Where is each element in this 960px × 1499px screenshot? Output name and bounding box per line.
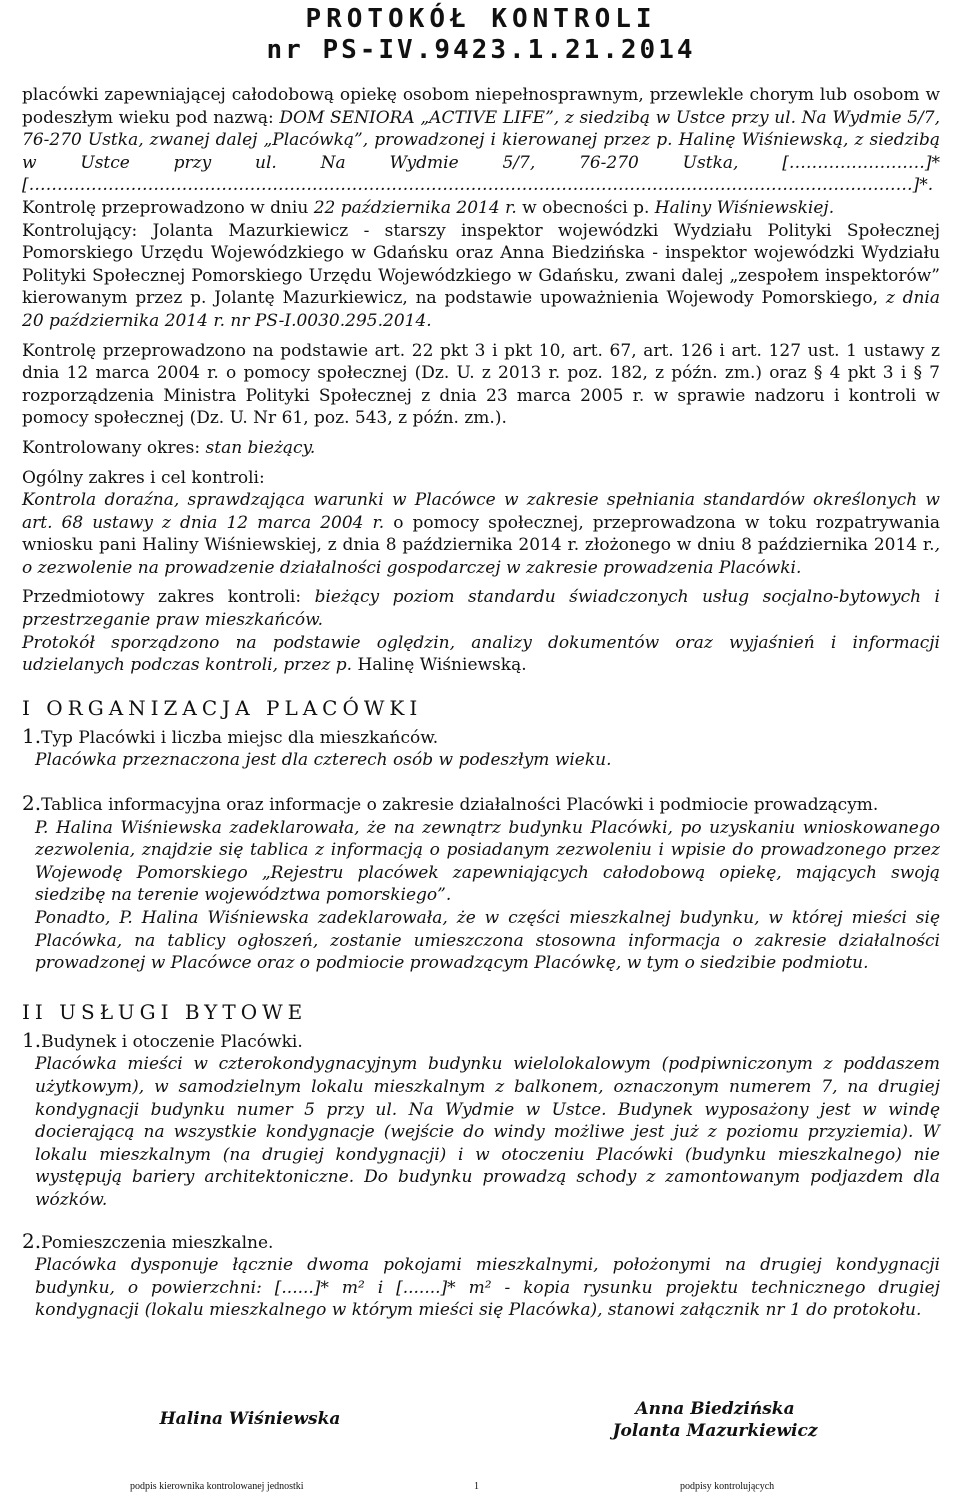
control-presence-person: Haliny Wiśniewskiej. [654, 197, 835, 218]
scope-text-c: , o zezwolenie na prowadzenie działalności gospodarczej w zakresie prowadzenia Placówki. [22, 535, 940, 578]
section-2-item-2 [22, 1230, 940, 1255]
protocol-title: PROTOKÓŁ KONTROLI [305, 4, 657, 34]
section-2-item-2-text: Placówka dysponuje łącznie dwoma pokojami mieszkalnymi, położonymi na drugiej kondygnacji budynku, o powierzchni: [......]* m² i [.......]* m² - kopia rysunku projektu technicznego drugiej kondygnacji (lokalu mieszkalnego w którym mieści się Placówka), stanowi załącznik nr 1 do protokołu. [35, 1255, 940, 1321]
controllers-paragraph [22, 220, 940, 333]
signature-controller-1: Anna Biedzińska [635, 1399, 795, 1419]
protocol-note-paragraph [22, 632, 940, 677]
section-2-item-1-text: Placówka mieści w czterokondygnacyjnym budynku wielolokalowym (podpiwniczonym z poddaszem użytkowym), w samodzielnym lokalu mieszkalnym z balkonem, oznaczonym numerem 7, na drugiej kondygnacji budynku numer 5 przy ul. Na Wydmie w Ustce. Budynek wyposażony jest w windę docierającą na wszystkie kondygnacje (wejście do windy możliwe jest już z poziomu przyziemia). W lokalu mieszkalnym (na drugiej kondygnacji) i w otoczeniu Placówki (budynku mieszkalnego) nie występują bariery architektoniczne. Do budynku prowadzą schody z zamontowanym podjazdem dla wózków. [35, 1054, 940, 1210]
subject-scope-paragraph [22, 586, 940, 631]
protocol-note-text: Protokół sporządzono na podstawie oględzin, analizy dokumentów oraz wyjaśnień i informacji udzielanych podczas kontroli, przez p. [22, 632, 940, 676]
signature-kierownik: Halina Wiśniewska [159, 1409, 341, 1429]
document-body [22, 84, 940, 1322]
signature-caption-right: podpisy kontrolujących [680, 1481, 775, 1492]
intro-text: placówki zapewniającej całodobową opiekę osobom niepełnosprawnym, przewlekle chorym lub osobom w podeszłym wieku pod nazwą: [22, 85, 940, 128]
period-value: stan bieżący. [205, 437, 316, 458]
scope-paragraph [22, 489, 940, 579]
protocol-number: nr PS-IV.9423.1.21.2014 [266, 35, 696, 65]
signature-caption-left: podpis kierownika kontrolowanej jednostki [130, 1481, 304, 1492]
control-date-paragraph [22, 197, 940, 220]
period-paragraph [22, 437, 940, 460]
item-number: 1. [22, 1027, 42, 1052]
section-1-item-2 [22, 792, 940, 817]
signature-controller-2: Jolanta Mazurkiewicz [612, 1421, 818, 1441]
legal-basis-paragraph: Kontrolę przeprowadzono na podstawie art. 22 pkt 3 i pkt 10, art. 67, art. 126 i art. 127 ust. 1 ustawy z dnia 12 marca 2004 r. o pomocy społecznej (Dz. U. z 2013 r. poz. 182, z późn. zm.) oraz § 4 pkt 3 i § 7 rozporządzenia Ministra Polityki Społecznej z dnia 23 marca 2005 r. w sprawie nadzoru i kontroli w pomocy społecznej (Dz. U. Nr 61, poz. 543, z późn. zm.). [22, 340, 940, 429]
section-1-item-2-text2: Ponadto, P. Halina Wiśniewska zadeklarowała, że w części mieszkalnej budynku, w której mieści się Placówka, na tablicy ogłoszeń, zostanie umieszczona stosowna informacja o zakresie działalności prowadzonej w Placówce oraz o podmiocie prowadzącym Placówkę, w tym o siedzibie podmiotu. [35, 908, 940, 974]
item-title: Budynek i otoczenie Placówki. [41, 1031, 303, 1052]
item-number: 2. [22, 1228, 42, 1253]
scope-label: Ogólny zakres i cel kontroli: [22, 467, 265, 488]
intro-facility: DOM SENIORA „ACTIVE LIFE”, z siedzibą w Ustce przy ul. Na Wydmie 5/7, 76-270 Ustka, zwanej dalej „Placówką”, prowadzonej i kierowanej przez p. Halinę Wiśniewską, z siedzibą w Ustce przy ul. Na Wydmie 5/7, 76-270 Ustka, [……………………]* […………………………………………………………………………………………………………………………………………]*. [22, 107, 940, 196]
section-1-heading: I ORGANIZACJA PLACÓWKI [22, 695, 423, 720]
section-2-heading: II USŁUGI BYTOWE [22, 999, 308, 1024]
control-date-value: 22 października 2014 r. [313, 197, 517, 218]
control-presence-label: w obecności p. [516, 197, 655, 218]
control-date-label: Kontrolę przeprowadzono w dniu [22, 197, 314, 218]
scope-text-b: o pomocy społecznej, przeprowadzona w toku rozpatrywania wniosku pani Haliny Wiśniewskiej, z dnia 8 października 2014 r. złożonego w dniu 8 października 2014 r. [22, 512, 940, 556]
section-1-item-1 [22, 725, 940, 750]
item-number: 1. [22, 723, 42, 748]
controllers-text: Kontrolujący: Jolanta Mazurkiewicz - starszy inspektor wojewódzki Wydziału Polityki Społecznej Pomorskiego Urzędu Wojewódzkiego w Gdańsku oraz Anna Biedzińska - inspektor wojewódzki Wydziału Polityki Społecznej Pomorskiego Urzędu Wojewódzkiego w Gdańsku, zwani dalej „zespołem inspektorów” kierowanym przez p. Jolantę Mazurkiewicz, na podstawie upoważnienia Wojewody Pomorskiego, [22, 220, 940, 309]
section-1-item-1-text: Placówka przeznaczona jest dla czterech osób w podeszłym wieku. [35, 750, 612, 771]
protocol-note-person: Halinę Wiśniewską. [357, 655, 527, 676]
period-label: Kontrolowany okres: [22, 437, 206, 458]
item-title: Pomieszczenia mieszkalne. [41, 1232, 274, 1253]
item-title: Typ Placówki i liczba miejsc dla mieszkańców. [41, 727, 439, 748]
item-title: Tablica informacyjna oraz informacje o zakresie działalności Placówki i podmiocie prowadzącym. [41, 795, 879, 816]
authorization-text: z dnia 20 października 2014 r. nr PS-I.0030.295.2014. [22, 288, 941, 331]
page-number: 1 [474, 1481, 479, 1492]
subject-scope-label: Przedmiotowy zakres kontroli: [22, 587, 315, 608]
protocol-header [22, 0, 940, 66]
subject-scope-value: bieżący poziom standardu świadczonych usług socjalno-bytowych i przestrzeganie praw mieszkańców. [22, 587, 940, 631]
section-1-item-2-text: P. Halina Wiśniewska zadeklarowała, że na zewnątrz budynku Placówki, po uzyskaniu wnioskowanego zezwolenia, znajdzie się tablica z informacją o posiadanym zezwoleniu i wpisie do prowadzonego przez Wojewodę Pomorskiego „Rejestru placówek zapewniających całodobową opiekę, mających swoją siedzibę na terenie województwa pomorskiego”. [35, 817, 940, 906]
scope-text-a: Kontrola doraźna, sprawdzająca warunki w Placówce w zakresie spełniania standardów określonych w art. 68 ustawy z dnia 12 marca 2004 r. [22, 490, 940, 533]
intro-paragraph [22, 84, 940, 197]
section-2-item-1 [22, 1029, 940, 1054]
document-page [22, 0, 940, 1322]
item-number: 2. [22, 791, 42, 816]
